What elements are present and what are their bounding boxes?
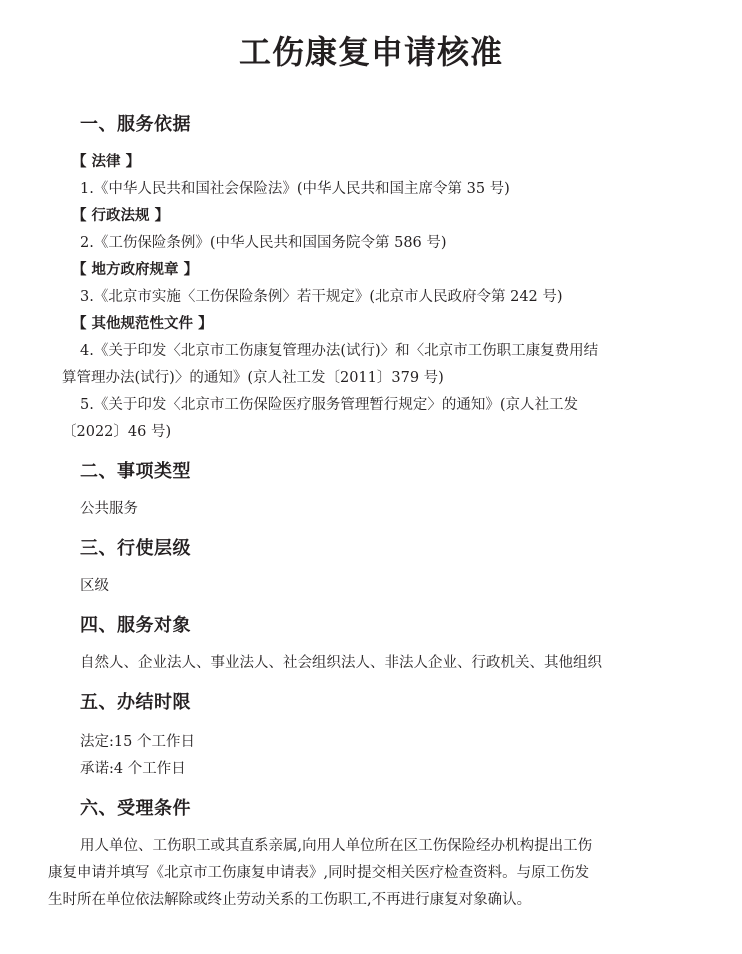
category-local-rules: 【 地方政府规章 】: [72, 262, 199, 278]
conditions-line-2: 康复申请并填写《北京市工伤康复申请表》,同时提交相关医疗检查资料。与原工伤发: [48, 865, 590, 881]
category-other-documents: 【 其他规范性文件 】: [72, 316, 213, 332]
section-heading-time-limit: 五、办结时限: [80, 692, 191, 713]
section-heading-level: 三、行使层级: [80, 538, 191, 559]
conditions-line-1: 用人单位、工伤职工或其直系亲属,向用人单位所在区工伤保险经办机构提出工伤: [80, 838, 593, 854]
section-heading-conditions: 六、受理条件: [80, 798, 191, 819]
conditions-line-3: 生时所在单位依法解除或终止劳动关系的工伤职工,不再进行康复对象确认。: [48, 892, 532, 908]
reference-item-5-line-2: 〔2022〕46 号): [62, 424, 172, 440]
statutory-time-limit: 法定:15 个工作日: [80, 734, 195, 750]
category-law: 【 法律 】: [72, 154, 141, 170]
reference-item-5-line-1: 5.《关于印发〈北京市工伤保险医疗服务管理暂行规定〉的通知》(京人社工发: [80, 397, 578, 413]
section-heading-type: 二、事项类型: [80, 461, 191, 482]
service-target-value: 自然人、企业法人、事业法人、社会组织法人、非法人企业、行政机关、其他组织: [80, 655, 602, 671]
section-heading-target: 四、服务对象: [80, 615, 191, 636]
level-value: 区级: [80, 578, 109, 594]
reference-item-4-line-1: 4.《关于印发〈北京市工伤康复管理办法(试行)〉和〈北京市工伤职工康复费用结: [80, 343, 599, 359]
reference-item-2: 2.《工伤保险条例》(中华人民共和国国务院令第 586 号): [80, 235, 447, 251]
category-admin-regulation: 【 行政法规 】: [72, 208, 170, 224]
page-title: 工伤康复申请核准: [238, 33, 503, 71]
section-heading-basis: 一、服务依据: [80, 114, 191, 135]
reference-item-3: 3.《北京市实施〈工伤保险条例〉若干规定》(北京市人民政府令第 242 号): [80, 289, 563, 305]
reference-item-4-line-2: 算管理办法(试行)〉的通知》(京人社工发〔2011〕379 号): [62, 370, 444, 386]
item-type-value: 公共服务: [80, 501, 138, 517]
promised-time-limit: 承诺:4 个工作日: [80, 761, 186, 777]
reference-item-1: 1.《中华人民共和国社会保险法》(中华人民共和国主席令第 35 号): [80, 181, 510, 197]
